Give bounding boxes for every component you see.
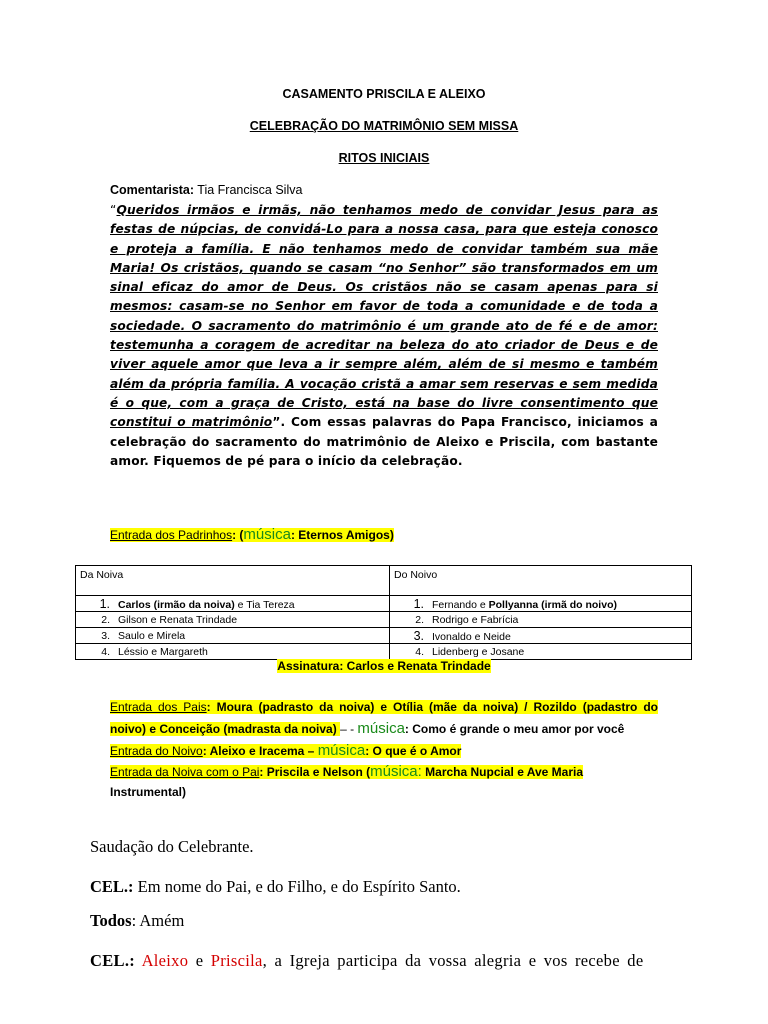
document-title: CASAMENTO PRISCILA E ALEIXO bbox=[282, 87, 486, 101]
quote-italic-text: Queridos irmãos e irmãs, não tenhamos medo de convidar Jesus para as festas de núpcias, de convidá-Lo para a nossa casa, para que esteja conosco e proteja a família. E não tenhamos medo de convidar também sua mãe Maria! Os cristãos, quando se casam “no Senhor” são transformados em um sinal eficaz do amor de Deus. Os cristãos não se casam apenas para si mesmos: casam-se no Senhor em favor de toda a comunidade e de toda a sociedade. O sacramento do matrimônio é um grande ato de fé e de amor: testemunha a coragem de acreditar na beleza do ato criador de Deus e de viver aquele amor que leva a ir sempre além, além de si mesmo e também além da própria família. A vocação cristã a amar sem reservas e sem medida é o que, com a graça de Cristo, está na base do livre consentimento que constitui o matrimônio bbox=[110, 203, 658, 430]
section-heading: RITOS INICIAIS bbox=[338, 151, 430, 165]
entrada-pais-label: Entrada dos Pais bbox=[110, 700, 207, 714]
assinatura-line: Assinatura: Carlos e Renata Trindade bbox=[277, 659, 491, 673]
entrada-noiva-paragraph: Entrada da Noiva com o Pai: Priscila e Nelson (música: Marcha Nupcial e Ave Maria Instrumental) bbox=[110, 763, 584, 799]
entrada-noivo-label: Entrada do Noivo bbox=[110, 744, 203, 758]
pope-quote-paragraph bbox=[110, 201, 658, 471]
noivo-cell: 4. Lidenberg e Josane bbox=[390, 644, 692, 660]
table-row bbox=[76, 628, 692, 644]
musica-word: música bbox=[243, 526, 291, 543]
musica-word: música bbox=[357, 720, 405, 737]
table-row bbox=[76, 644, 692, 660]
entrada-noiva-label: Entrada da Noiva com o Pai bbox=[110, 765, 260, 779]
saudacao-heading: Saudação do Celebrante. bbox=[90, 837, 254, 856]
padrinhos-song: : Eternos Amigos) bbox=[290, 528, 394, 542]
header-da-noiva: Da Noiva bbox=[76, 566, 390, 596]
entrada-padrinhos-label: Entrada dos Padrinhos bbox=[110, 528, 233, 542]
header-do-noivo: Do Noivo bbox=[390, 566, 692, 596]
entrada-pais-paragraph: Entrada dos Pais: Moura (padrasto da noiva) e Otília (mãe da noiva) / Rozildo (padastro do noivo) e Conceição (madrasta da noiva) – - música: Como é grande o meu amor por você bbox=[110, 700, 658, 737]
noiva-cell: 2. Gilson e Renata Trindade bbox=[76, 612, 390, 628]
noivo-cell: 2. Rodrigo e Fabrícia bbox=[390, 612, 692, 628]
table-header-row bbox=[76, 566, 692, 596]
quote-rest-text: ”. Com essas palavras do Papa Francisco, iniciamos a celebração do sacramento do matrimônio de Aleixo e Priscila, com bastante amor. Fiquemos de pé para o início da celebração. bbox=[110, 415, 659, 468]
comentarista-name: Tia Francisca Silva bbox=[197, 183, 303, 197]
noiva-cell: 3. Saulo e Mirela bbox=[76, 628, 390, 644]
cel-line-2: CEL.: Aleixo e Priscila, a Igreja participa da vossa alegria e vos recebe de bbox=[90, 951, 644, 970]
todos-line: Todos: Amém bbox=[90, 911, 185, 930]
comentarista-label: Comentarista: bbox=[110, 183, 195, 197]
document-subtitle: CELEBRAÇÃO DO MATRIMÔNIO SEM MISSA bbox=[249, 119, 519, 133]
entradas-block bbox=[110, 696, 658, 802]
musica-word: música bbox=[317, 742, 366, 759]
bride-name: Priscila bbox=[210, 951, 263, 970]
groom-name: Aleixo bbox=[141, 951, 189, 970]
comentarista-line bbox=[110, 183, 302, 197]
noiva-cell: 1. Carlos (irmão da noiva) e Tia Tereza bbox=[76, 596, 390, 612]
entrada-padrinhos-line: Entrada dos Padrinhos: (música: Eternos Amigos) bbox=[110, 526, 394, 543]
table-row bbox=[76, 596, 692, 612]
noiva-cell: 4. Léssio e Margareth bbox=[76, 644, 390, 660]
quote-open-mark: “ bbox=[110, 203, 117, 217]
noivo-cell: 1. Fernando e Pollyanna (irmã do noivo) bbox=[390, 596, 692, 612]
noivo-cell: 3. Ivonaldo e Neide bbox=[390, 628, 692, 644]
musica-word: música: bbox=[370, 763, 422, 780]
entrada-noivo-paragraph: Entrada do Noivo: Aleixo e Iracema – música: O que é o Amor bbox=[110, 742, 462, 759]
padrinhos-table bbox=[75, 565, 692, 660]
table-row bbox=[76, 612, 692, 628]
cel-line-1: CEL.: Em nome do Pai, e do Filho, e do Espírito Santo. bbox=[90, 877, 461, 896]
